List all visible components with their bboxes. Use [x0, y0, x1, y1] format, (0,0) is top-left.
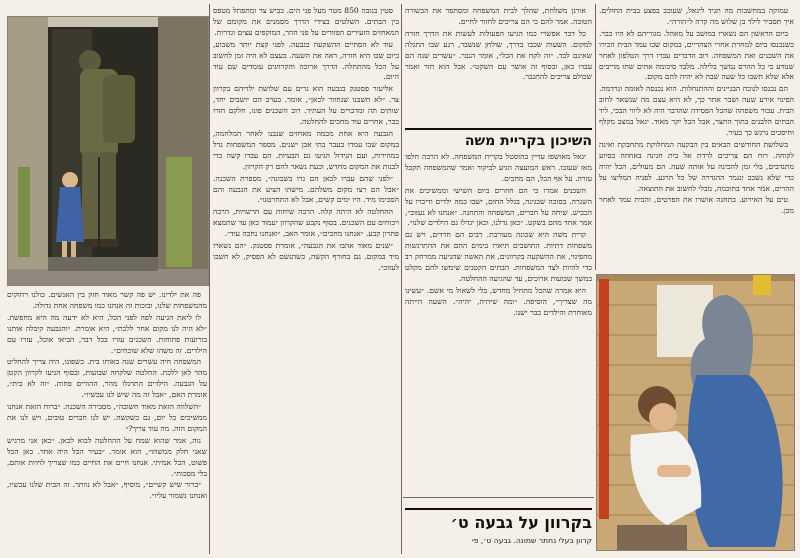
article-column-2: [405, 6, 592, 124]
paragraph: הם נכנסו לנוכח הבניינים וההתנחלות. הוא נכנסה לאומה ונרדמה. הפינוי אירע שעה ושבר אחר כך, לא היא עצם מה שנשאר לחוב הבית. עבור משפחה שהכל הפסידה שהדבר היה לא ליווי הבכי, ליד הבתים הלבנים בתוך החצר, אבל הכל יקר מאוד. יגאל במצב מקלף וחיסכים נרגש כך בעיר.: [599, 84, 794, 137]
headline-kiryat-moshe: השיכון בקריית משה: [405, 128, 592, 151]
paragraph: לו ליאת הגיעה לפה לפני הכל, היא לא ידעה מה היא מחפשת. ״לא היה לנו מקום אחר ללכת״, היא אומרת. ״והגבעה קיבלה אותנו בזרועות פתוחות. השכנים עזרו בכל דבר, הביאו אוכל, עזרו עם הילדים. זה משהו שלא שוכחים״.: [7, 312, 207, 355]
photo-mother-baby: [596, 274, 795, 551]
paragraph: ״ברור שיש קשיים״, מוסיף, ״אבל לא נוותר. זה הבית שלנו עכשיו, ואנחנו נשמור עליו״.: [7, 480, 207, 501]
paragraph: ההחלטה לא היתה קלה. הרבה שיחות עם הרשויות, הרבה ויכוחים עם השכנים. בסוף נקבע שהקרוון יעמוד כאן עד שתמצא פתרון קבע. ״אנחנו מחכים״, אומר האב, ״ואנחנו נחכה עוד״.: [213, 207, 399, 239]
paragraph: פה את ילדינו. יש פה קשר מאוד חזק בין האנשים. כולנו רחוקים מהמשפחות שלנו, ובזכות זה אנחנו כמו משפחה אחת גדולה.: [7, 290, 207, 310]
paragraph: כל דבר אפשרי כמו הגיעו הפעולות לעשות את הדרך חזרה למקום. השעות שכבו בדרך, שולחן שנשבר, רגע שבו התגלה שאינם לבד. ״זה לקח את הכל״, אומר הנבר. ״עשרים שנה הם עבדו כאן, ובסוף זה אושר עם השקט״. אבל הוא חזר ואמר שכולם צריכים להתגבר.: [405, 28, 592, 82]
paragraph: נוה, אמר שהוא שמח על ההחלטה לבוא לכאן. ״כאן אני מרגיש שאני חלק ממשהו״, הוא אומר. ״בעיר הכל היה אחר. כאן הכל פשוט, הכל אמיתי. אנחנו חיים את החיים כמו שצריך לחיות אותם, בלי מסכות״.: [7, 435, 207, 478]
paragraph: קרית משה היא שכונה מעורבת. רבים הם חרדים, ויש גם משפחות דתיות. התושבים תיארו בימים ההם את ההתרגשות מהפינוי, את ההשקעה בקרוונים, את האשה שהגיעה ממרחק רב כדי להיות לצד המשפחות. הבתים הקטנים שימשו להם מקלט במשך שבועות ארוכים, עד שהגיעה ההחלטה.: [405, 230, 592, 283]
paragraph: ״השלווה הזאת מאוד חשובה״, מסבירה השכנה. ״ברוח הזאת אנחנו ממשיכים כל יום, גם כשקשה. יש לנו חברים טובים, ויש לנו את המקום הזה. מה עוד צריך?״: [7, 402, 207, 433]
paragraph: היא אמרה שהכל מתחיל מחדש, בלי לשאול מי אשם. ״עשינו מה שצריך״, הוסיפה. ״ומה שיהיה, יהיה״. השעה הייתה מאוחרת והילדים כבר ישנו.: [405, 285, 592, 317]
paragraph: סטין בגובה 850 מטר מעל פני הים. כביש צר ומתפתל מטפס בין הבתים. השלטים בצידי הדרך מסמנים את מקומם של המאחזים הזעירים הפזורים על פני ההר, המוקפים עצים וגדרות.: [213, 6, 399, 37]
headline-givat-t: בקרוון על גבעה ט׳: [405, 508, 592, 535]
paragraph: המשפחה חיה עשרים שנה באותו בית. כשפונו, היה צריך להחליט מהר לאן ללכת. החלטה שלקחה שבועות, ובסוף הגיעו לקרוון הקטן על הגבעה. הילדים התרגלו מהר, ההורים פחות. ״זה לא בית״, אומרת האם, ״אבל זה מה שיש לנו עכשיו״.: [7, 357, 207, 400]
paragraph: ״שנים מאוד אהבו את הגבעה״, אומרת פסטנק. ״הם נשארו מיד במקום. גם בחורף הקשה, כשהגשם לא הפסיק, לא חשבו לעזוב״.: [213, 241, 399, 272]
column-divider: [401, 4, 402, 554]
paragraph: ביום הראשון הם נשארו במושב על מאהל. מגוריהם לא היו כבר. כשנכנסו ביום למחרת אחרי הצהריים, במקום שבו עמד הבית הכירו את השכנים ואת המשפחה. רוב הדברים עברו דרך הטלפון לאחר שנודע כי כל ההרס נמשך בלילה. מלבד סיכומה אחים שתו מריבים אלא שלא חשבו כל שעה שבה לא יהיה להם מקום.: [599, 28, 794, 82]
column-divider: [209, 4, 210, 554]
paragraph: יגאל מאושפז עדיין בהוסטל בקרית המשפחה. לא הרבה חלפו מאז שעזבו. ראש המועצה הגיע לביקור ואמר שהמשפחה תקבל עזרה. על אף הכל, הם מחכים.: [405, 152, 592, 183]
paragraph: אליעזר פסטנק בגבעה הוא גרים עם שלושת ילדיהם בקרוון צר. ״לא חשבנו שנחזור לכאן״, אומר. בערב הם יושבים יחד, שותים תה ומדברים על העתיד. רוב השכנים פונו, חלקם חזרו כבר, אחרים עוד מחכים להחלטה.: [213, 84, 399, 127]
article-column-4: [7, 290, 207, 554]
paragraph: בשלושת החודשים הבאים בין הבקעה המחלוקת מתחבקת ואינה לקוחה. רוח הם צריכים לרדת אל בית חנינה באחוזה בסיוע מתנדבים, בלי זמן להכינה על אותה שעה. הם מעולים, הכל יהיה כדי שלא נשכב ונגמר ההגדרה של כל הרגע. לפניה המליצו על ההרים, אמר אחד בחוכמה, מבלי לחשוב את התוצאה.: [599, 139, 794, 193]
article-column-1: [599, 6, 794, 268]
article-column-3: [213, 6, 399, 554]
headline-givat-t-kicker: קרוון בעלי נחתר שמונה. גבעה ט׳, פי: [472, 536, 592, 545]
paragraph: טים על האירוע. בתחנה אושרו את הפרטים, והבית עמד לאחר מכן.: [599, 195, 794, 216]
paragraph: אורגן משלחת, שהלך לבית המשפחה ומסתפר את הבשורה הטובה. אמר להם כי הם צריכים לחזור לחיים.: [405, 6, 592, 26]
paragraph: עוד לא הסתיים ההשקעה בגבעה. לפני קצת יותר משבוע, ביום שבו היא חזרה, ראה את השעה. בעצם לא היה זמן לחשוב על הכל מהתחלה. הדרך ארוכה והקרוונים עומדים שם עוד היום.: [213, 39, 399, 82]
paragraph: הגבעה היא אחת מכמה מאחזים שנבנו לאחר המלחמה, במקום שבו עמדו בעבר בתי אבן ישנים. מספר המשפחות גדל במהירות, ועם הגידול הגיעו גם הבעיות. הם עבדו קשה כדי לבנות את המקום מחדש, וכעת נשאר להם רק הקרוון.: [213, 128, 399, 171]
column-divider: [595, 4, 596, 270]
paragraph: עמוקה במחשבות מה תגיד ליגאל, שעוכב בפצע בבית החולים. איך תסביר לילד בן שלוש מה קרה ל״הורה״.: [599, 6, 794, 26]
article-column-2b: [405, 152, 592, 492]
paragraph: השכנים אמרו כי הם חוזרים ביום השישי וממשיכים את השגרה. בסוכה שבגינה, בגלל החום, ישבו כמה ילדים ודיברו על הכביש. שיחה על חברים, המשפחה והתחנה. ״אנחנו לא נעזוב״, אמר אחד מהם בשקט. ״כאן גדלנו, וכאן יגדלו גם הילדים שלנו״.: [405, 185, 592, 228]
paragraph: ״לפני שהם עברו לכאן הם גרו בשכונה״, מספרת השכנה. ״אבל הם רצו מקום משלהם. מישהו הציע את הגבעה והם הסכימו מיד. היו ימים קשים, אבל לא התחרטנו״.: [213, 173, 399, 205]
photo-soldier-doorway: [7, 16, 209, 286]
column-divider: [403, 497, 594, 498]
photo-soldier-illustration: [8, 17, 208, 285]
photo-mother-illustration: [597, 275, 794, 550]
